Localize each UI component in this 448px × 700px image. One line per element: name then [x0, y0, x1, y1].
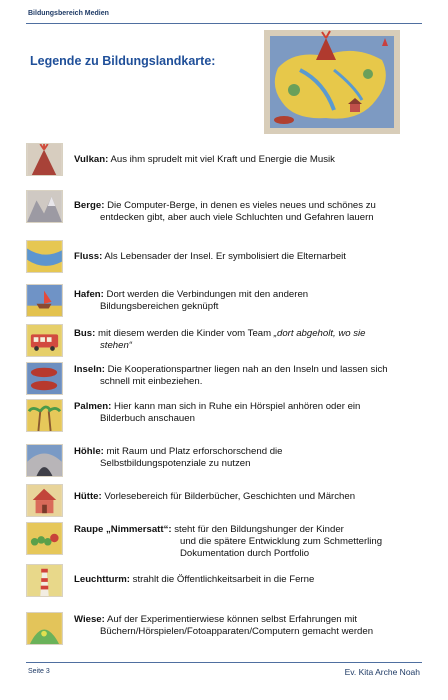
legend-entry-vulkan: Vulkan: Aus ihm sprudelt mit viel Kraft und Energie die Musik — [26, 143, 422, 179]
legend-entry-berge: Berge: Die Computer-Berge, in denen es vieles neues und schönes zu entdecken gibt, aber auch viele Schluchten und Gefahren lauern — [26, 190, 422, 226]
term-inseln: Inseln — [74, 364, 102, 375]
legend-entry-raupe: Raupe „Nimmersatt“: steht für den Bildungshunger der Kinder und die spätere Entwicklung zum Schmetterling Dokumentation durch Portfolio — [26, 522, 422, 558]
harbor-icon — [26, 284, 63, 317]
volcano-icon — [26, 143, 63, 176]
page-header — [26, 6, 422, 24]
legend-entry-bus: Bus: mit diesem werden die Kinder vom Team „dort abgeholt, wo sie stehen“ — [26, 324, 422, 360]
term-huette: Hütte — [74, 491, 99, 502]
legend-entry-palmen: Palmen: Hier kann man sich in Ruhe ein Hörspiel anhören oder ein Bilderbuch anschauen — [26, 399, 422, 435]
legend-entry-fluss: Fluss: Als Lebensader der Insel. Er symbolisiert die Elternarbeit — [26, 240, 422, 276]
term-hafen: Hafen — [74, 289, 101, 300]
caterpillar-icon — [26, 522, 63, 555]
term-palmen: Palmen — [74, 401, 109, 412]
term-fluss: Fluss — [74, 251, 100, 262]
lighthouse-icon — [26, 564, 63, 597]
legend-entry-huette: Hütte: Vorlesebereich für Bilderbücher, Geschichten und Märchen — [26, 484, 422, 520]
cave-icon — [26, 444, 63, 477]
islands-icon — [26, 362, 63, 395]
term-vulkan: Vulkan — [74, 154, 106, 165]
legend-entry-wiese: Wiese: Auf der Experimentierwiese können selbst Erfahrungen mit Büchern/Hörspielen/Fotoapparaten/Computern gemacht werden — [26, 612, 422, 648]
term-berge: Berge — [74, 200, 102, 211]
page-number: Seite 3 — [28, 668, 50, 675]
mountains-icon — [26, 190, 63, 223]
legend-entry-hoehle: Höhle: mit Raum und Platz erforschorschend die Selbstbildungspotenziale zu nutzen — [26, 444, 422, 480]
palm-trees-icon — [26, 399, 63, 432]
page-footer — [26, 662, 422, 682]
bus-icon — [26, 324, 63, 357]
legend-title: Legende zu Bildungslandkarte: — [30, 54, 216, 68]
legend-entry-leuchtturm: Leuchtturm: strahlt die Öffentlichkeitsarbeit in die Ferne — [26, 564, 422, 600]
hut-icon — [26, 484, 63, 517]
river-icon — [26, 240, 63, 273]
legend-entry-inseln: Inseln: Die Kooperationspartner liegen nah an den Inseln und lassen sich schnell mit einbeziehen. — [26, 362, 422, 398]
meadow-icon — [26, 612, 63, 645]
term-hoehle: Höhle — [74, 446, 101, 457]
term-raupe: Raupe „Nimmersatt“ — [74, 524, 169, 535]
term-wiese: Wiese — [74, 614, 102, 625]
legend-entry-hafen: Hafen: Dort werden die Verbindungen mit den anderen Bildungsbereichen geknüpft — [26, 284, 422, 320]
term-bus: Bus — [74, 328, 93, 339]
island-map-drawing — [264, 30, 400, 134]
header-text: Bildungsbereich Medien — [28, 10, 109, 17]
term-leuchtturm: Leuchtturm — [74, 574, 127, 585]
organization-name: Ev. Kita Arche Noah — [344, 667, 420, 677]
